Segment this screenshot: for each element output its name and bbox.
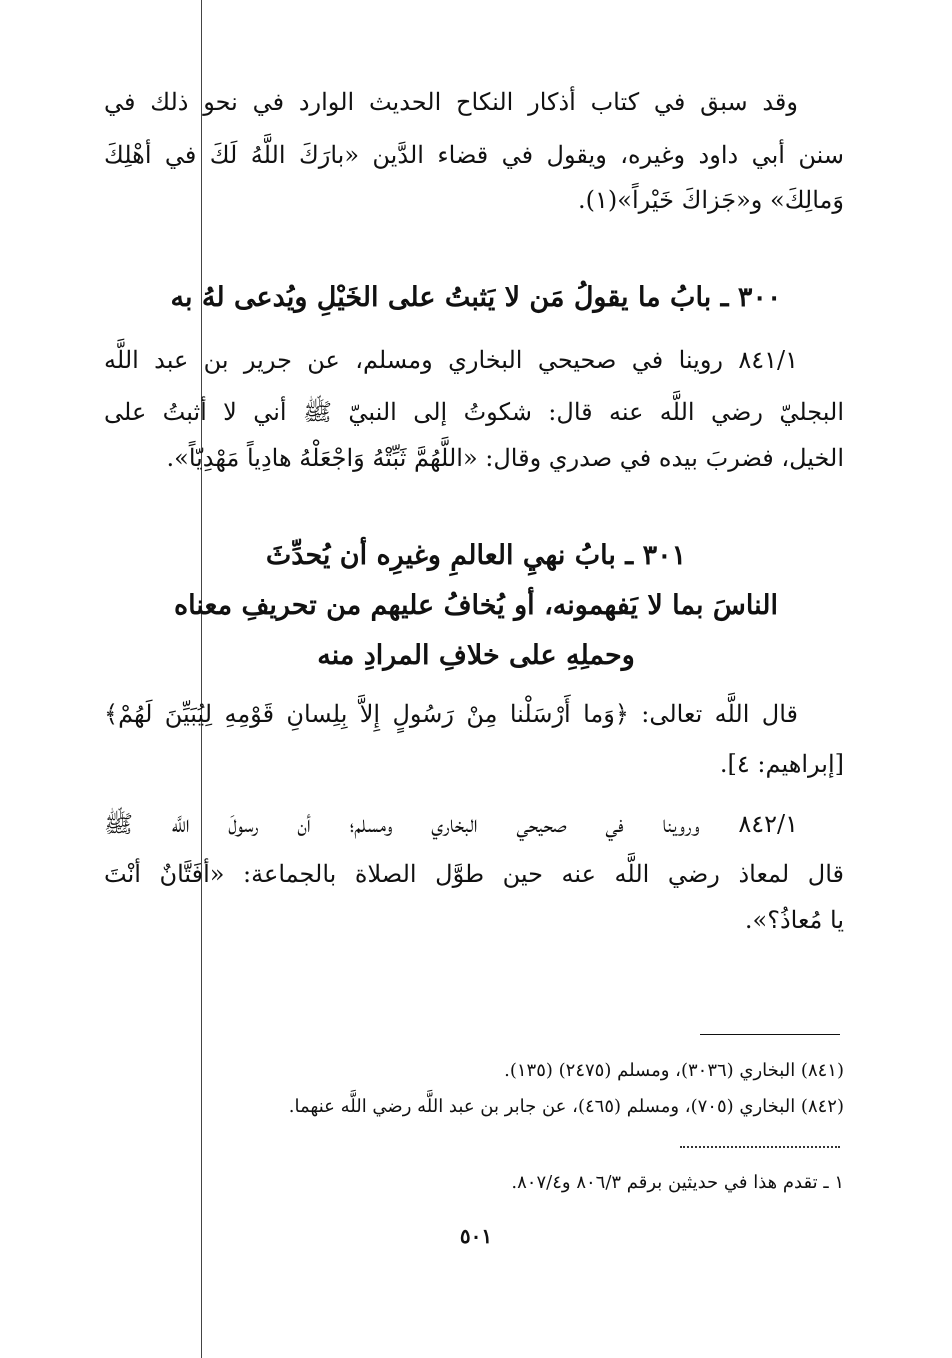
verse-line-1: قال اللَّه تعالى: ﴿وَما أَرْسَلْنا مِنْ رَسُولٍ إِلاَّ بِلِسانِ قَوْمِهِ لِيُبَيِّنَ لَهُمْ﴾ xyxy=(104,700,798,728)
hadith-842-line-3: يا مُعاذُ؟». xyxy=(744,906,844,934)
intro-line-1: وقد سبق في كتاب أذكار النكاح الحديث الوارد في نحو ذلك في xyxy=(104,88,798,116)
hadith-842-line-1: ٨٤٢/١ وروينا في صحيحي البخاري ومسلم؛ أن رسولَ اللَّه ﷺ xyxy=(104,810,798,838)
intro-line-2: سنن أبي داود وغيره، ويقول في قضاء الدَّين «بارَكَ اللَّهُ لَكَ في أهْلِكَ xyxy=(104,141,844,169)
hadith-841-line-2: البجليّ رضي اللَّه عنه قال: شكوتُ إلى النبيّ ﷺ أني لا أثبتُ على xyxy=(104,398,844,426)
section-301-title-line-1: ٣٠١ ـ بابُ نهيِ العالمِ وغيرِه أن يُحدِّثَ xyxy=(265,540,687,571)
intro-line-3: وَمالِكَ» و«جَزاكَ خَيْراً»(١). xyxy=(578,186,844,214)
hadith-841-line-1: ٨٤١/١ روينا في صحيحي البخاري ومسلم، عن جرير بن عبد اللَّه xyxy=(104,346,798,374)
dotted-separator xyxy=(680,1146,840,1156)
section-300-title: ٣٠٠ ـ بابُ ما يقولُ مَن لا يَثبتُ على الخَيْلِ ويُدعى لهُ به xyxy=(170,282,782,313)
footnote-ref-842: (٨٤٢) البخاري (٧٠٥)، ومسلم (٤٦٥)، عن جابر بن عبد اللَّه رضي اللَّه عنهما. xyxy=(288,1096,844,1117)
footnote-ref-841: (٨٤١) البخاري (٣٠٣٦)، ومسلم (٢٤٧٥) (١٣٥). xyxy=(504,1060,844,1081)
page-number: ٥٠١ xyxy=(459,1224,493,1248)
footnote-separator xyxy=(700,1034,840,1035)
section-301-title-line-2: الناسَ بما لا يَفهمونه، أو يُخافُ عليهم من تحريفِ معناه xyxy=(174,590,778,621)
verse-reference: [إبراهيم: ٤]. xyxy=(719,750,844,778)
hadith-841-line-3: الخيل، فضربَ بيده في صدري وقال: «اللَّهُمَّ ثَبِّتْهُ وَاجْعَلْهُ هادِياً مَهْدِيّاً». xyxy=(166,444,844,472)
footnote-note-1: ١ ـ تقدم هذا في حديثين برقم ٨٠٦/٣ و٨٠٧/٤. xyxy=(511,1172,844,1193)
hadith-842-line-2: قال لمعاذ رضي اللَّه عنه حين طوَّل الصلاة بالجماعة: «أفَتَّانٌ أنْتَ xyxy=(104,860,844,888)
section-301-title-line-3: وحملِهِ على خلافِ المرادِ منه xyxy=(317,640,635,671)
